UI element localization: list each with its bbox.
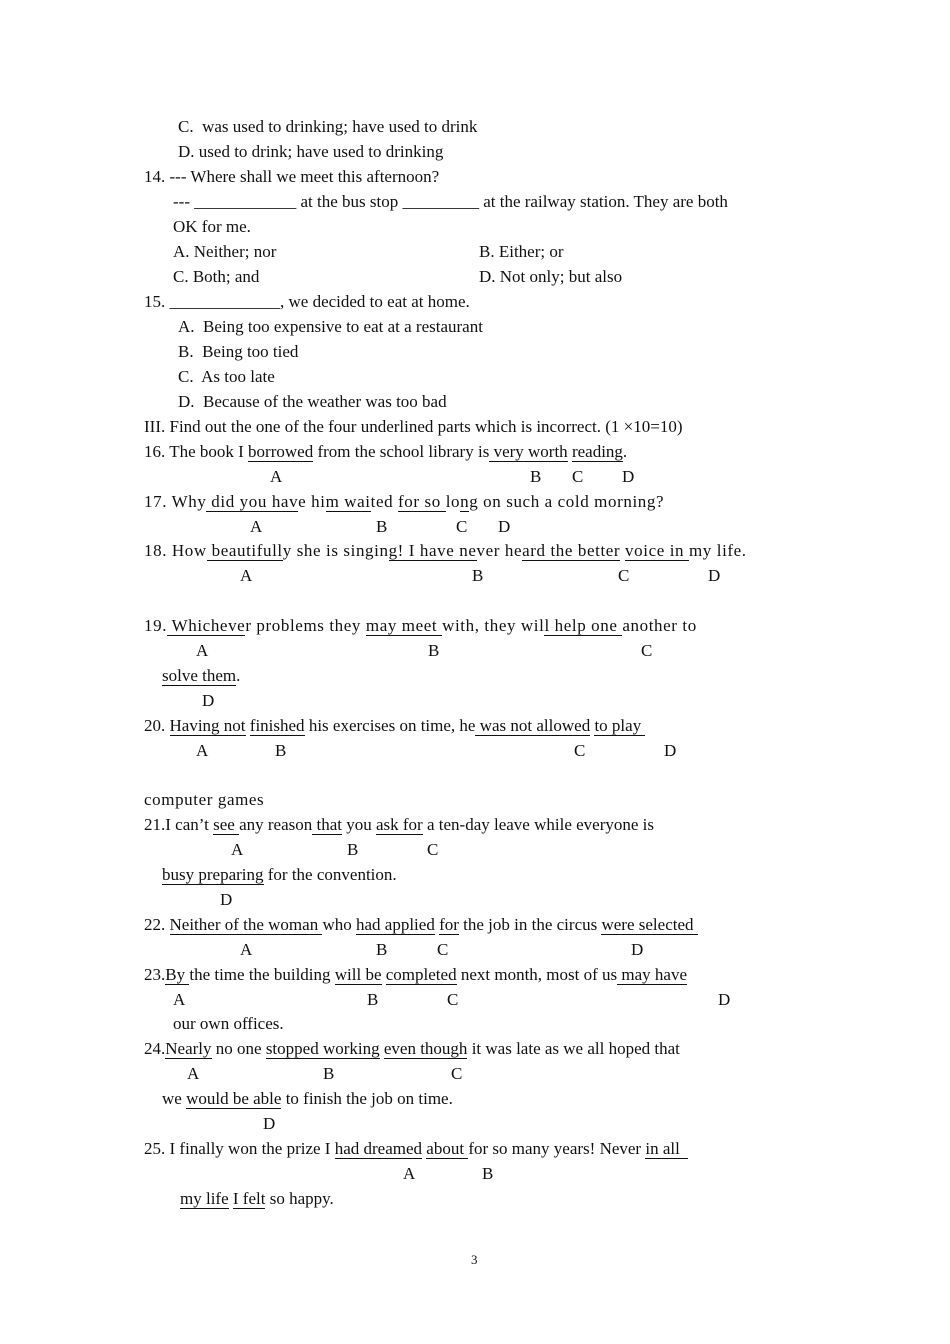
q21-sentence: 21.I can’t see any reason that you ask for a ten-day leave while everyone is xyxy=(144,815,655,834)
q20-part-c: was not allowed xyxy=(475,716,591,735)
q23-part-c: completed xyxy=(385,965,457,984)
q19-label-d: D xyxy=(202,691,215,710)
q20-label-a: A xyxy=(196,741,209,760)
q14-blank-line: --- ____________ at the bus stop _________ at the railway station. They are both xyxy=(173,192,728,211)
q14-option-b: B. Either; or xyxy=(479,242,564,261)
q14-option-a: A. Neither; nor xyxy=(173,242,277,261)
q17-part-b: m wai xyxy=(325,492,371,511)
q19-part-c: l help one xyxy=(544,616,623,635)
q16-part-b-c: very worth xyxy=(489,442,568,461)
q17-part-a: did you hav xyxy=(206,492,299,511)
q22-part-a: Neither of the woman xyxy=(169,915,323,934)
q25-sentence: 25. I finally won the prize I had dreamed about for so many years! Never in all xyxy=(144,1139,689,1158)
q18-part-a: beautifull xyxy=(206,541,283,560)
q21-part-b: that xyxy=(312,815,342,834)
q25-label-a: A xyxy=(403,1164,416,1183)
q19-sentence: 19. Whichever problems they may meet with, they will help one another to xyxy=(144,616,697,635)
q18-sentence: 18. How beautifully she is singing! I have never heard the better voice in my life. xyxy=(144,541,747,560)
q24-label-c: C xyxy=(451,1064,463,1083)
q16-part-a: borrowed xyxy=(248,442,314,461)
q17-label-a: A xyxy=(250,517,263,536)
q25-part-c-cont: my life xyxy=(180,1189,229,1208)
q24-label-b: B xyxy=(323,1064,335,1083)
q21-label-d: D xyxy=(220,890,233,909)
q24-part-d: would be able xyxy=(186,1089,282,1108)
q23-label-d: D xyxy=(718,990,731,1009)
q19-part-a: Whicheve xyxy=(167,616,246,635)
q16-sentence: 16. The book I borrowed from the school library is very worth reading. xyxy=(144,442,628,461)
q21-label-a: A xyxy=(231,840,244,859)
q17-label-b: B xyxy=(376,517,388,536)
q21-label-b: B xyxy=(347,840,359,859)
q18-part-d: voice in xyxy=(625,541,689,560)
q18-label-b: B xyxy=(472,566,484,585)
q23-label-a: A xyxy=(173,990,186,1009)
q18-part-b: g! I have ne xyxy=(388,541,477,560)
q24-part-c: even though xyxy=(383,1039,468,1058)
q24-label-d: D xyxy=(263,1114,276,1133)
q13-option-c: C. was used to drinking; have used to drink xyxy=(178,117,478,136)
q16-label-d: D xyxy=(622,467,635,486)
q23-part-d: may have xyxy=(617,965,687,984)
q21-label-c: C xyxy=(427,840,439,859)
q22-label-c: C xyxy=(437,940,449,959)
q25-label-b: B xyxy=(482,1164,494,1183)
q22-part-d: were selected xyxy=(601,915,698,934)
q19-part-d: solve them xyxy=(162,666,237,685)
q17-label-c: C xyxy=(456,517,468,536)
q24-part-a: Nearly xyxy=(165,1039,212,1058)
q20-part-a: Having not xyxy=(169,716,246,735)
q14-stem: 14. --- Where shall we meet this afternoon? xyxy=(144,167,440,186)
q25-part-d: I felt xyxy=(232,1189,266,1208)
q19-label-c: C xyxy=(641,641,653,660)
q22-part-b: had applied xyxy=(355,915,435,934)
q23-part-b: will be xyxy=(334,965,382,984)
q14-blank-line-cont: OK for me. xyxy=(173,217,251,236)
q15-option-a: A. Being too expensive to eat at a restaurant xyxy=(178,317,483,336)
q25-sentence-cont: my life I felt so happy. xyxy=(180,1189,334,1208)
q18-label-d: D xyxy=(708,566,721,585)
q18-label-a: A xyxy=(240,566,253,585)
q14-option-c: C. Both; and xyxy=(173,267,260,286)
q22-part-c: for xyxy=(439,915,459,934)
q20-label-b: B xyxy=(275,741,287,760)
q20-part-d: to play xyxy=(594,716,646,735)
q23-sentence: 23.By the time the building will be completed next month, most of us may have xyxy=(144,965,687,984)
q24-sentence-cont: we would be able to finish the job on time. xyxy=(162,1089,453,1108)
q19-part-b: may meet xyxy=(365,616,443,635)
q24-label-a: A xyxy=(187,1064,200,1083)
q17-label-d: D xyxy=(498,517,511,536)
q16-label-a: A xyxy=(270,467,283,486)
q19-label-a: A xyxy=(196,641,209,660)
q18-label-c: C xyxy=(618,566,630,585)
q22-label-b: B xyxy=(376,940,388,959)
q16-label-b: B xyxy=(530,467,542,486)
q23-sentence-cont: our own offices. xyxy=(173,1014,284,1033)
q19-label-b: B xyxy=(428,641,440,660)
q21-sentence-cont: busy preparing for the convention. xyxy=(162,865,397,884)
q20-label-d: D xyxy=(664,741,677,760)
q21-part-c: ask for xyxy=(375,815,423,834)
q19-sentence-cont: solve them. xyxy=(162,666,241,685)
q13-option-d: D. used to drink; have used to drinking xyxy=(178,142,444,161)
q15-option-b: B. Being too tied xyxy=(178,342,299,361)
q22-label-d: D xyxy=(631,940,644,959)
q22-sentence: 22. Neither of the woman who had applied for the job in the circus were selected xyxy=(144,915,698,934)
q17-sentence: 17. Why did you have him waited for so long on such a cold morning? xyxy=(144,492,665,511)
q23-part-a: By xyxy=(165,965,190,984)
q24-sentence: 24.Nearly no one stopped working even though it was late as we all hoped that xyxy=(144,1039,680,1058)
q23-label-c: C xyxy=(447,990,459,1009)
q16-label-c: C xyxy=(572,467,584,486)
q20-sentence-cont: computer games xyxy=(144,790,265,809)
q21-part-a: see xyxy=(213,815,240,834)
q15-option-d: D. Because of the weather was too bad xyxy=(178,392,447,411)
section-3-heading: III. Find out the one of the four underlined parts which is incorrect. (1 ×10=10) xyxy=(144,417,683,436)
q25-part-c: in all xyxy=(645,1139,689,1158)
q22-label-a: A xyxy=(240,940,253,959)
q15-option-c: C. As too late xyxy=(178,367,275,386)
q21-part-d: busy preparing xyxy=(162,865,264,884)
q20-label-c: C xyxy=(574,741,586,760)
q25-part-b: about xyxy=(426,1139,469,1158)
q18-part-c: ard the better xyxy=(522,541,621,560)
q17-part-d: n xyxy=(460,492,470,511)
q16-part-d: reading xyxy=(571,442,623,461)
q20-sentence: 20. Having not finished his exercises on time, he was not allowed to play xyxy=(144,716,646,735)
q24-part-b: stopped working xyxy=(265,1039,380,1058)
q25-part-a: had dreamed xyxy=(334,1139,423,1158)
page-number: 3 xyxy=(471,1252,478,1267)
q17-part-c: for so xyxy=(398,492,446,511)
q23-label-b: B xyxy=(367,990,379,1009)
q20-part-b: finished xyxy=(249,716,305,735)
q15-stem: 15. _____________, we decided to eat at home. xyxy=(144,292,470,311)
q14-option-d: D. Not only; but also xyxy=(479,267,623,286)
